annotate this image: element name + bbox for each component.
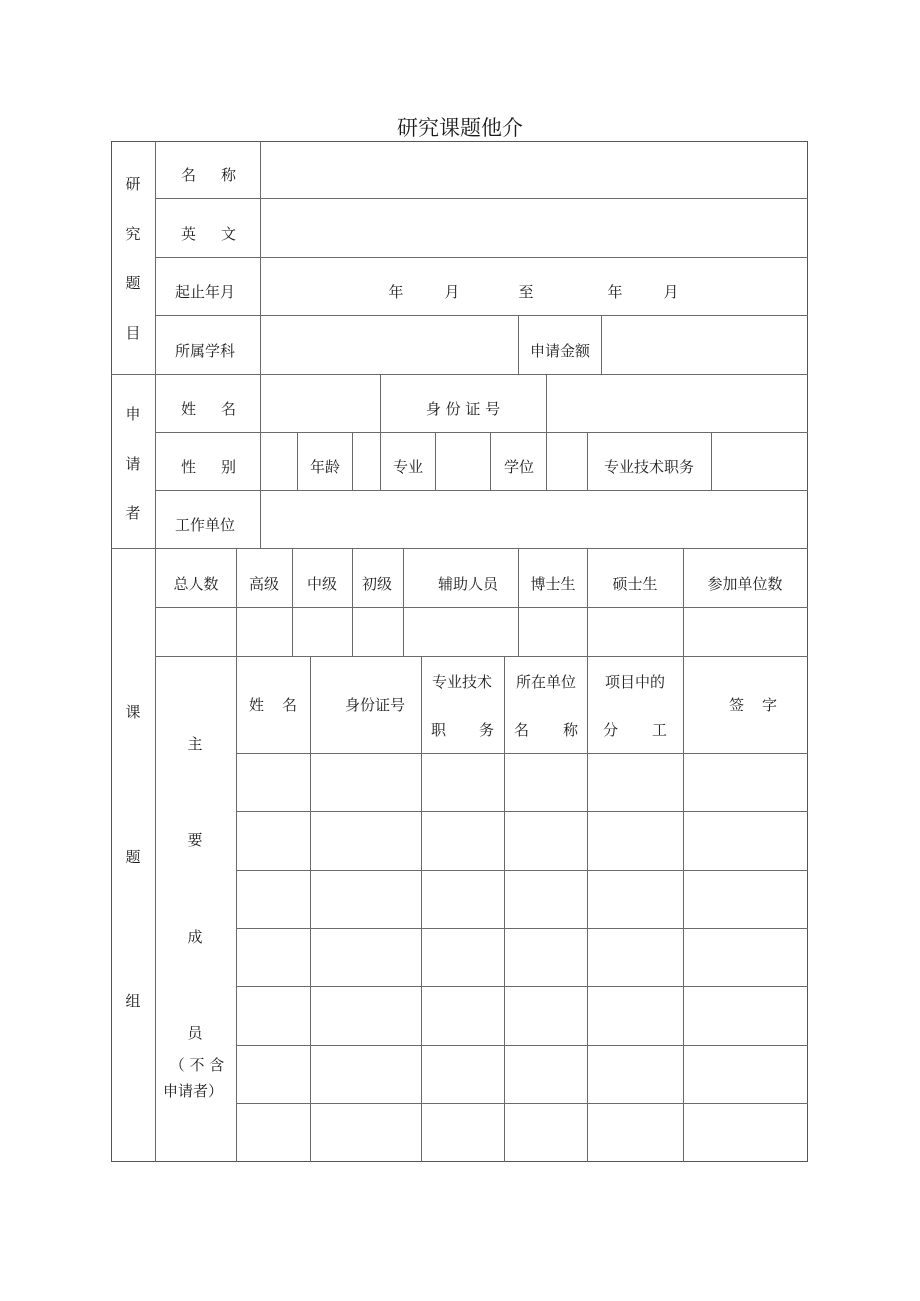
members-label: 主 要 成 员 [187, 735, 203, 1042]
stats-header-intermediate: 中级 [306, 575, 338, 593]
member-header-org-bottom: 名 称 [514, 721, 578, 739]
col-line [601, 315, 602, 374]
section-line [111, 374, 808, 375]
section-label-group: 课 题 组 [125, 703, 141, 1010]
row-line [155, 257, 808, 258]
col-line [236, 548, 237, 1162]
stats-header-total: 总人数 [173, 575, 219, 593]
row-line [236, 1103, 808, 1104]
page-title: 研究课题他介 [397, 116, 523, 140]
member-header-org-top: 所在单位 [515, 673, 577, 691]
col-line [711, 432, 712, 490]
member-header-title-bottom: 职 务 [431, 721, 494, 739]
col-line [504, 656, 505, 1162]
col-line [403, 548, 404, 656]
label-professional-title: 专业技术职务 [603, 458, 695, 476]
label-applicant-id: 身 份 证 号 [425, 400, 501, 418]
col-line [352, 548, 353, 656]
col-line [435, 432, 436, 490]
row-line [236, 753, 808, 754]
col-line [380, 432, 381, 490]
col-line [587, 548, 588, 1162]
member-header-name: 姓 名 [249, 696, 297, 714]
row-line [155, 656, 808, 657]
row-line [236, 986, 808, 987]
stats-header-phd: 博士生 [530, 575, 576, 593]
application-form-table [111, 141, 808, 1162]
label-age: 年龄 [309, 458, 341, 476]
row-line [236, 870, 808, 871]
col-line [587, 432, 588, 490]
section-line [111, 548, 808, 549]
label-work-unit: 工作单位 [175, 516, 236, 534]
row-line [155, 315, 808, 316]
label-topic-name: 名 称 [181, 166, 236, 184]
member-header-id: 身份证号 [344, 696, 406, 714]
period-month-end: 月 [663, 283, 679, 301]
period-to: 至 [518, 283, 534, 301]
stats-header-senior: 高级 [248, 575, 280, 593]
stats-header-junior: 初级 [361, 575, 393, 593]
period-year-end: 年 [607, 283, 623, 301]
row-line [155, 607, 808, 608]
row-line [236, 928, 808, 929]
section-label-applicant: 申 请 者 [125, 405, 141, 522]
col-line [297, 432, 298, 490]
stats-header-units: 参加单位数 [707, 575, 783, 593]
col-line [155, 141, 156, 1162]
label-degree: 学位 [503, 458, 535, 476]
row-line [155, 490, 808, 491]
col-line [518, 548, 519, 656]
col-line [518, 315, 519, 374]
col-line [352, 432, 353, 490]
member-header-role-top: 项目中的 [604, 673, 666, 691]
member-header-role-bottom: 分 工 [603, 721, 667, 739]
row-line [155, 198, 808, 199]
col-line [683, 548, 684, 1162]
col-line [490, 432, 491, 490]
col-line [260, 141, 261, 548]
label-period: 起止年月 [175, 283, 236, 301]
label-gender: 性 别 [181, 458, 236, 476]
col-line [546, 374, 547, 432]
col-line [310, 656, 311, 1162]
label-topic-english: 英 文 [181, 225, 236, 243]
row-line [236, 1045, 808, 1046]
stats-header-assistants: 辅助人员 [437, 575, 499, 593]
label-major: 专业 [392, 458, 424, 476]
section-label-topic: 研 究 题 目 [125, 175, 141, 342]
label-amount: 申请金额 [529, 342, 591, 360]
members-note-line2: 申请者） [162, 1082, 224, 1100]
period-year-start: 年 [388, 283, 404, 301]
period-month-start: 月 [444, 283, 460, 301]
label-discipline: 所属学科 [175, 342, 236, 360]
members-note-line1: （ 不 含 [169, 1056, 225, 1074]
stats-header-masters: 硕士生 [612, 575, 658, 593]
member-header-sign: 签 字 [729, 696, 777, 714]
col-line [380, 374, 381, 432]
label-applicant-name: 姓 名 [181, 400, 236, 418]
member-header-title-top: 专业技术 [431, 673, 493, 691]
row-line [236, 811, 808, 812]
col-line [546, 432, 547, 490]
col-line [292, 548, 293, 656]
col-line [421, 656, 422, 1162]
